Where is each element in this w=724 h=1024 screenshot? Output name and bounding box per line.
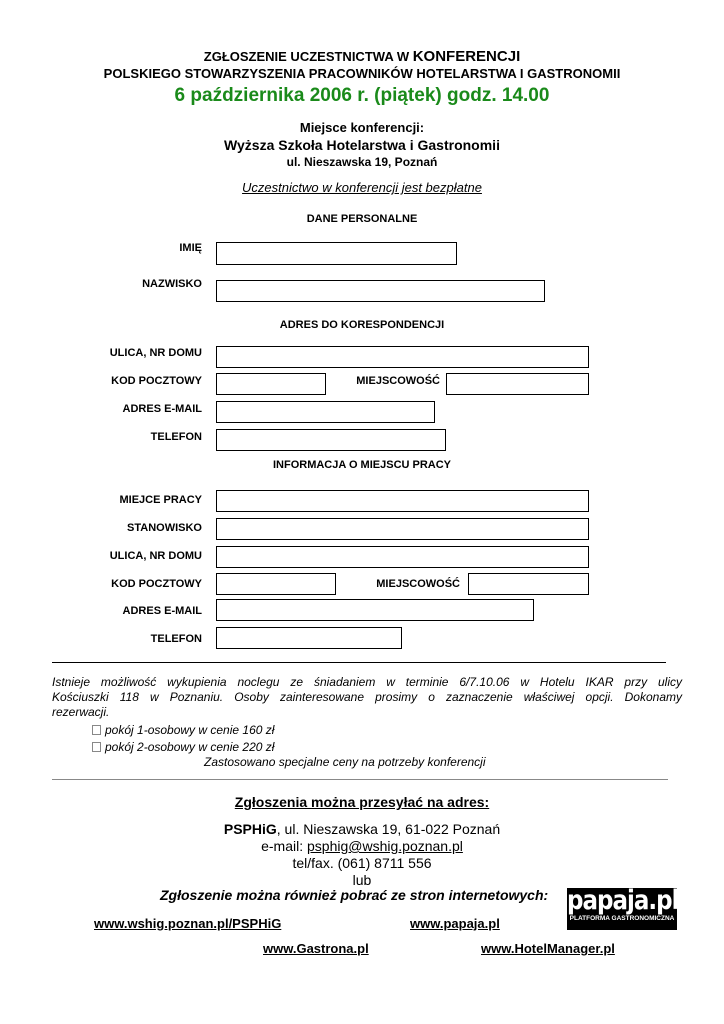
workplace-phone-field[interactable]	[216, 627, 402, 649]
accommodation-note-line3: rezerwacji.	[52, 705, 110, 719]
accommodation-note	[52, 675, 682, 720]
accommodation-note-line1: Istnieje możliwość wykupienia noclegu ze śniadaniem w terminie 6/7.10.06 w Hotelu IKAR przy ulicy	[52, 675, 682, 689]
single-room-label: pokój 1-osobowy w cenie 160 zł	[105, 723, 275, 737]
address-street-label: ULICA, NR DOMU	[109, 347, 202, 359]
venue-name: Wyższa Szkoła Hotelarstwa i Gastronomii	[224, 137, 500, 153]
last-name-field[interactable]	[216, 280, 545, 302]
first-name-field[interactable]	[216, 242, 457, 265]
workplace-name-label: MIEJCE PRACY	[119, 494, 202, 506]
link-gastrona[interactable]: www.Gastrona.pl	[263, 941, 369, 956]
section-title-workplace: INFORMACJA O MIEJSCU PRACY	[272, 459, 452, 471]
link-wshig[interactable]: www.wshig.poznan.pl/PSPHiG	[94, 916, 282, 931]
address-postcode-field[interactable]	[216, 373, 326, 395]
address-email-label: ADRES E-MAIL	[122, 403, 202, 415]
form-title-emphasis: KONFERENCJI	[412, 48, 521, 65]
single-room-checkbox-icon[interactable]	[92, 725, 101, 735]
address-postcode-label: KOD POCZTOWY	[111, 375, 202, 387]
address-city-label: MIEJSCOWOŚĆ	[356, 375, 440, 387]
logo-name: papaja.pl	[567, 886, 679, 916]
option-single-room[interactable]	[92, 723, 274, 737]
workplace-name-field[interactable]	[216, 490, 589, 512]
contact-email-link[interactable]: psphig@wshig.poznan.pl	[307, 838, 463, 854]
form-title-prefix: ZGŁOSZENIE UCZESTNICTWA W	[203, 49, 413, 64]
organization-name: POLSKIEGO STOWARZYSZENIA PRACOWNIKÓW HOTELARSTWA I GASTRONOMII	[103, 66, 621, 81]
divider-top	[52, 662, 666, 663]
conference-date: 6 października 2006 r. (piątek) godz. 14.00	[174, 85, 550, 106]
workplace-postcode-label: KOD POCZTOWY	[111, 578, 202, 590]
logo-tagline: PLATFORMA GASTRONOMICZNA	[569, 915, 675, 922]
option-double-room[interactable]	[92, 740, 274, 754]
address-city-field[interactable]	[446, 373, 589, 395]
first-name-label: IMIĘ	[179, 242, 202, 254]
address-street-field[interactable]	[216, 346, 589, 368]
section-title-address: ADRES DO KORESPONDENCJI	[279, 319, 445, 331]
position-field[interactable]	[216, 518, 589, 540]
workplace-email-field[interactable]	[216, 599, 534, 621]
link-hotelmanager[interactable]: www.HotelManager.pl	[481, 941, 615, 956]
organization-acronym: PSPHiG	[223, 821, 277, 837]
workplace-phone-label: TELEFON	[150, 633, 202, 645]
divider-bottom	[52, 779, 668, 780]
workplace-email-label: ADRES E-MAIL	[122, 605, 202, 617]
address-phone-field[interactable]	[216, 429, 446, 451]
venue-label: Miejsce konferencji:	[299, 120, 425, 135]
position-label: STANOWISKO	[127, 522, 202, 534]
venue-address: ul. Nieszawska 19, Poznań	[286, 155, 438, 169]
section-title-personal: DANE PERSONALNE	[306, 213, 418, 225]
papaja-logo	[567, 888, 677, 930]
address-email-field[interactable]	[216, 401, 435, 423]
accommodation-note-line2: Kościuszki 118 w Poznaniu. Osoby zainteresowane prosimy o zaznaczenie właściwej opcji. Dokonamy	[52, 690, 682, 704]
last-name-label: NAZWISKO	[142, 278, 202, 290]
workplace-postcode-field[interactable]	[216, 573, 336, 595]
contact-email-line	[0, 838, 724, 854]
download-note: Zgłoszenie można również pobrać ze stron internetowych:	[160, 887, 549, 903]
link-papaja[interactable]: www.papaja.pl	[410, 916, 500, 931]
contact-heading: Zgłoszenia można przesyłać na adres:	[234, 794, 490, 810]
workplace-city-field[interactable]	[468, 573, 589, 595]
contact-phone: tel/fax. (061) 8711 556	[292, 855, 432, 871]
email-prefix: e-mail:	[261, 838, 308, 854]
contact-postal-address: , ul. Nieszawska 19, 61-022 Poznań	[276, 821, 501, 837]
contact-or: lub	[352, 872, 372, 888]
double-room-label: pokój 2-osobowy w cenie 220 zł	[105, 740, 275, 754]
double-room-checkbox-icon[interactable]	[92, 742, 101, 752]
workplace-street-label: ULICA, NR DOMU	[109, 550, 202, 562]
free-participation-note: Uczestnictwo w konferencji jest bezpłatne	[242, 180, 482, 195]
workplace-street-field[interactable]	[216, 546, 589, 568]
contact-address-line	[0, 821, 724, 837]
form-title-line1	[0, 48, 724, 65]
workplace-city-label: MIEJSCOWOŚĆ	[376, 578, 460, 590]
address-phone-label: TELEFON	[150, 431, 202, 443]
special-prices-note: Zastosowano specjalne ceny na potrzeby konferencji	[204, 755, 486, 769]
